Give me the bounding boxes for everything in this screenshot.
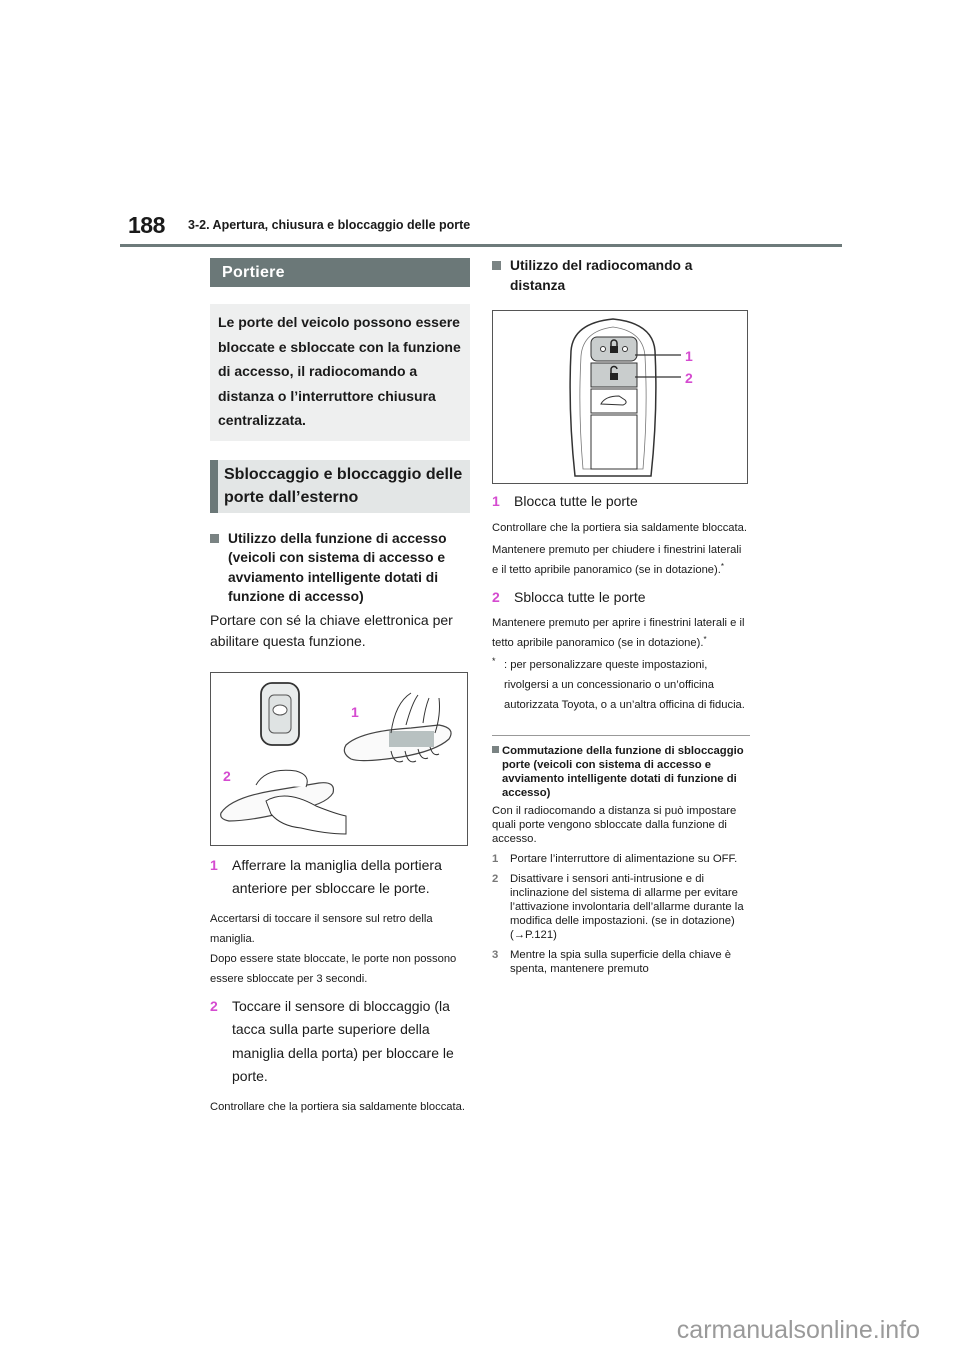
svg-text:1: 1 — [685, 348, 693, 364]
svg-text:2: 2 — [685, 370, 693, 386]
access-text: Portare con sé la chiave elettronica per abilitare questa funzione. — [210, 611, 453, 649]
door-handle-figure — [210, 672, 468, 846]
step-text: Blocca tutte le porte — [514, 493, 638, 509]
square-bullet-icon — [210, 534, 219, 543]
switch-step-1: 1 Portare l’interruttore di alimentazione su OFF. — [492, 853, 738, 865]
door-handle-illustration — [211, 673, 467, 845]
header-rule — [120, 244, 842, 247]
step-number: 1 — [492, 493, 500, 509]
banner-title: Portiere — [210, 258, 470, 287]
step-number: 2 — [210, 997, 218, 1014]
square-bullet-icon — [492, 261, 501, 270]
step-1-note-2: Dopo essere state bloccate, le porte non possono essere sbloccate per 3 secondi. — [210, 952, 457, 985]
step-text: Afferrare la maniglia della portiera anteriore per sbloccare le porte. — [232, 856, 442, 896]
step-2-note-1: Controllare che la portiera sia saldamente bloccata. — [210, 1100, 465, 1113]
switch-text: Con il radiocomando a distanza si può impostare quali porte vengono sbloccate dalla funzione di accesso. — [492, 805, 737, 845]
access-heading: Utilizzo della funzione di accesso (veicoli con sistema di accesso e avviamento intelligente dotati di funzione di accesso) — [210, 529, 470, 607]
subheading: Sbloccaggio e bloccaggio delle porte dall’esterno — [210, 460, 470, 513]
left-column — [210, 258, 470, 1117]
right-column — [492, 256, 750, 976]
switch-step-3: 3 Mentre la spia sulla superficie della chiave è spenta, mantenere premuto — [492, 949, 732, 975]
remote-heading: Utilizzo del radiocomando a distanza — [492, 256, 750, 295]
step-number: 2 — [492, 588, 500, 605]
remote-step-1-note-2: Mantenere premuto per chiudere i finestrini laterali e il tetto apribile panoramico (se in dotazione).* — [492, 543, 742, 576]
page-number: 188 — [128, 212, 165, 238]
step-1 — [210, 854, 470, 901]
step-1-note-1: Accertarsi di toccare il sensore sul retro della maniglia. — [210, 912, 433, 945]
step-number: 1 — [210, 856, 218, 873]
step-text: Sblocca tutte le porte — [514, 588, 646, 605]
step-text: Toccare il sensore di bloccaggio (la tacca sulla parte superiore della maniglia della porta) per bloccare le porte. — [232, 997, 454, 1084]
remote-step-1-note-1: Controllare che la portiera sia saldamente bloccata. — [492, 521, 747, 534]
switch-heading: Commutazione della funzione di sbloccaggio porte (veicoli con sistema di accesso e avviamento intelligente dotati di funzione di accesso) — [492, 744, 750, 800]
switch-step-2: 2 Disattivare i sensori anti-intrusione e di inclinazione del sistema di allarme per evitare l’attivazione involontaria dell’allarme durante la modifica delle impostazioni. (se in dotazione) (→P.121) — [492, 873, 744, 941]
step-2 — [210, 995, 470, 1089]
footnote: * : per personalizzare queste impostazioni, rivolgersi a un concessionario o un’officina autorizzata Toyota, o a un’altra officina di fiducia. — [492, 655, 750, 715]
remote-key-illustration — [493, 311, 747, 483]
watermark: carmanualsonline.info — [676, 1316, 920, 1344]
section-divider — [492, 735, 750, 736]
footnote-marker: * — [492, 656, 496, 666]
remote-step-2-note-1: Mantenere premuto per aprire i finestrini laterali e il tetto apribile panoramico (se in dotazione).* — [492, 617, 745, 649]
section-title: 3-2. Apertura, chiusura e bloccaggio delle porte — [188, 218, 471, 232]
svg-text:2: 2 — [223, 767, 231, 784]
remote-step-1 — [492, 490, 750, 514]
remote-step-2 — [492, 586, 750, 610]
intro-box: Le porte del veicolo possono essere bloccate e sbloccate con la funzione di accesso, il radiocomando a distanza o l’interruttore chiusura centralizzata. — [210, 304, 470, 441]
svg-text:1: 1 — [351, 703, 359, 720]
square-bullet-icon — [492, 746, 499, 753]
remote-key-figure — [492, 310, 748, 484]
